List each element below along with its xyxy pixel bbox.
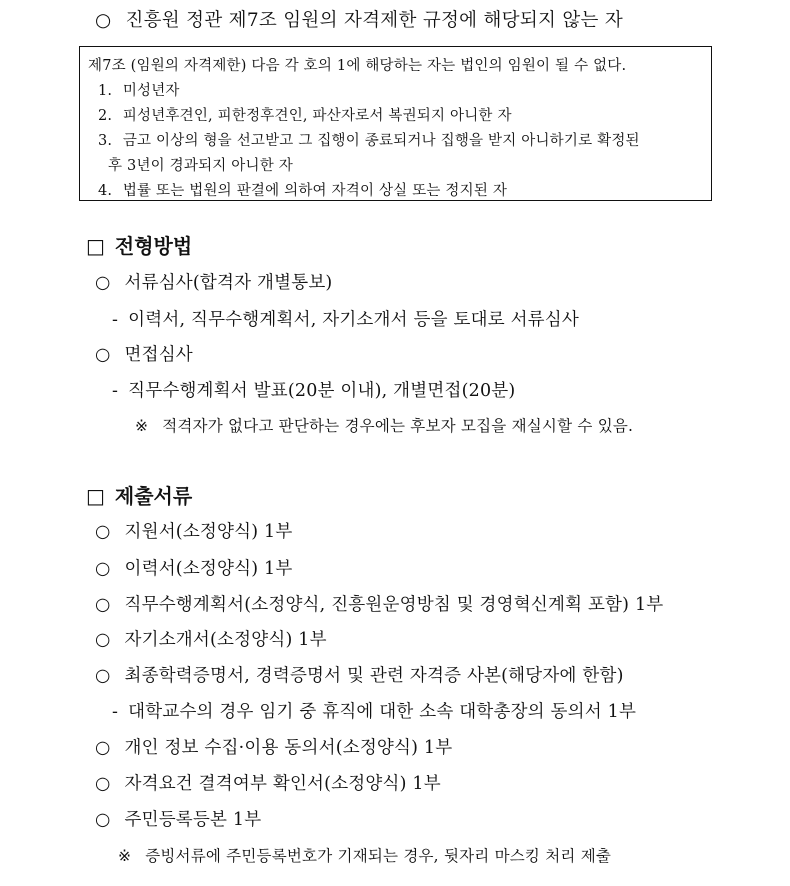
heading-text: 전형방법 [114, 234, 193, 258]
reannouncement-note [135, 414, 633, 436]
document-item-text: 주민등록등본 1부 [124, 810, 262, 830]
document-review-detail-text: 이력서, 직무수행계획서, 자기소개서 등을 토대로 서류심사 [128, 310, 579, 330]
document-review-text: 서류심사(합격자 개별통보) [124, 273, 333, 293]
selection-method-heading [86, 230, 192, 259]
document-item [95, 770, 441, 795]
circle-bullet-icon: ○ [95, 595, 111, 615]
document-item [95, 626, 327, 651]
circle-bullet-icon: ○ [95, 345, 111, 365]
document-item [95, 591, 663, 616]
document-item [95, 555, 292, 580]
article-7-box [79, 46, 712, 201]
eligibility-text: 진흥원 정관 제7조 임원의 자격제한 규정에 해당되지 않는 자 [125, 10, 624, 31]
circle-bullet-icon: ○ [95, 10, 112, 31]
interview-line [95, 341, 193, 366]
interview-detail-text: 직무수행계획서 발표(20분 이내), 개별면접(20분) [128, 381, 516, 401]
article-item-number: 1. [98, 83, 113, 99]
document-item-text: 직무수행계획서(소정양식, 진흥원운영방침 및 경영혁신계획 포함) 1부 [124, 595, 664, 615]
article-item-text: 법률 또는 법원의 판결에 의하여 자격이 상실 또는 정지된 자 [122, 183, 508, 199]
article-item-3-continuation: 후 3년이 경과되지 아니한 자 [108, 158, 293, 174]
document-item-text: 자기소개서(소정양식) 1부 [124, 630, 327, 650]
circle-bullet-icon: ○ [95, 273, 111, 293]
professor-consent-text: 대학교수의 경우 임기 중 휴직에 대한 소속 대학총장의 동의서 1부 [128, 702, 637, 722]
article-item-2 [98, 104, 512, 125]
document-review-line [95, 269, 332, 294]
circle-bullet-icon: ○ [95, 559, 111, 579]
article-title: 제7조 (임원의 자격제한) 다음 각 호의 1에 해당하는 자는 법인의 임원이 될 수 없다. [88, 58, 627, 74]
document-item-text: 지원서(소정양식) 1부 [124, 522, 293, 542]
article-item-3 [98, 129, 640, 150]
document-item-text: 최종학력증명서, 경력증명서 및 관련 자격증 사본(해당자에 한함) [124, 666, 624, 686]
eligibility-line [95, 6, 623, 32]
circle-bullet-icon: ○ [95, 522, 111, 542]
interview-detail [112, 377, 515, 402]
heading-text: 제출서류 [114, 484, 193, 508]
article-item-text: 금고 이상의 형을 선고받고 그 집행이 종료되거나 집행을 받지 아니하기로 확정된 [122, 133, 640, 149]
reference-mark-icon: ※ [135, 417, 149, 435]
square-bullet-icon: □ [86, 234, 105, 258]
article-item-1 [98, 79, 180, 100]
circle-bullet-icon: ○ [95, 774, 111, 794]
dash-bullet: - [112, 702, 119, 722]
dash-bullet: - [112, 381, 119, 401]
document-item [95, 518, 292, 543]
article-item-number: 3. [98, 133, 113, 149]
document-item-text: 이력서(소정양식) 1부 [124, 559, 293, 579]
document-item [95, 806, 261, 831]
masking-note-text: 증빙서류에 주민등록번호가 기재되는 경우, 뒷자리 마스킹 처리 제출 [145, 847, 612, 865]
article-item-number: 4. [98, 183, 113, 199]
circle-bullet-icon: ○ [95, 810, 111, 830]
article-item-text: 피성년후견인, 피한정후견인, 파산자로서 복권되지 아니한 자 [122, 108, 512, 124]
square-bullet-icon: □ [86, 484, 105, 508]
interview-text: 면접심사 [124, 345, 193, 365]
reannouncement-note-text: 적격자가 없다고 판단하는 경우에는 후보자 모집을 재실시할 수 있음. [162, 417, 634, 435]
article-item-text: 미성년자 [122, 83, 180, 99]
professor-consent-line [112, 698, 636, 723]
document-item [95, 662, 624, 687]
masking-note [118, 844, 611, 866]
document-item-text: 자격요건 결격여부 확인서(소정양식) 1부 [124, 774, 441, 794]
circle-bullet-icon: ○ [95, 666, 111, 686]
dash-bullet: - [112, 310, 119, 330]
article-item-number: 2. [98, 108, 113, 124]
article-item-4 [98, 179, 507, 200]
document-review-detail [112, 306, 579, 331]
document-item-text: 개인 정보 수집·이용 동의서(소정양식) 1부 [124, 738, 453, 758]
circle-bullet-icon: ○ [95, 738, 111, 758]
circle-bullet-icon: ○ [95, 630, 111, 650]
document-item [95, 734, 452, 759]
documents-heading [86, 480, 192, 509]
reference-mark-icon: ※ [118, 847, 132, 865]
